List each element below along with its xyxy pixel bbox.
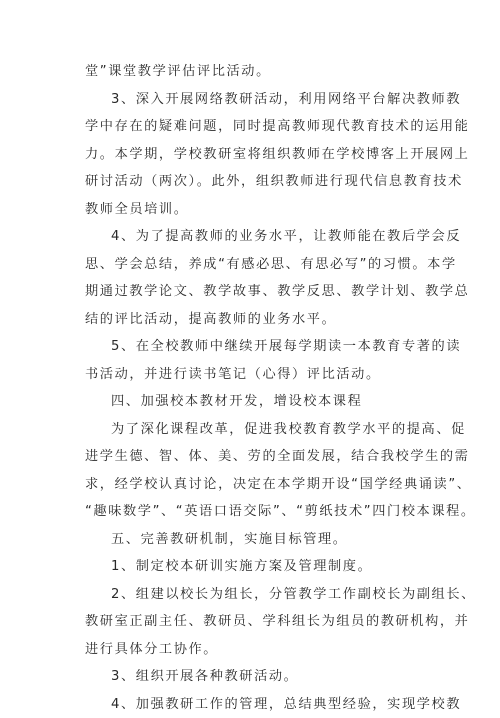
text-line: 求，经学校认真讨论，决定在本学期开设“国学经典诵读”、 [85, 471, 425, 499]
text-line: 5、在全校教师中继续开展每学期读一本教育专著的读 [85, 333, 425, 361]
text-line: 4、加强教研工作的管理，总结典型经验，实现学校教 [85, 691, 425, 718]
text-line: 堂”课堂教学评估评比活动。 [85, 58, 425, 86]
text-line: 为了深化课程改革，促进我校教育教学水平的提高、促 [85, 416, 425, 444]
text-line: 力。本学期，学校教研室将组织教师在学校博客上开展网上 [85, 141, 425, 169]
text-line: 4、为了提高教师的业务水平，让教师能在教后学会反 [85, 223, 425, 251]
text-line: 3、组织开展各种教研活动。 [85, 663, 425, 691]
text-line: 进学生德、智、体、美、劳的全面发展，结合我校学生的需 [85, 443, 425, 471]
section-heading: 五、完善教研机制，实施目标管理。 [85, 526, 425, 554]
text-line: 期通过教学论文、教学故事、教学反思、教学计划、教学总 [85, 278, 425, 306]
text-line: 结的评比活动，提高教师的业务水平。 [85, 306, 425, 334]
text-line: 研讨活动（两次）。此外，组织教师进行现代信息教育技术 [85, 168, 425, 196]
text-line: 学中存在的疑难问题，同时提高教师现代教育技术的运用能 [85, 113, 425, 141]
text-line: “趣味数学”、“英语口语交际”、“剪纸技术”四门校本课程。 [85, 498, 425, 526]
text-line: 书活动，并进行读书笔记（心得）评比活动。 [85, 361, 425, 389]
section-heading: 四、加强校本教材开发，增设校本课程 [85, 388, 425, 416]
text-line: 3、深入开展网络教研活动，利用网络平台解决教师教 [85, 86, 425, 114]
document-body [85, 58, 425, 718]
text-line: 2、组建以校长为组长，分管教学工作副校长为副组长、 [85, 581, 425, 609]
text-line: 进行具体分工协作。 [85, 636, 425, 664]
text-line: 教师全员培训。 [85, 196, 425, 224]
text-line: 1、制定校本研训实施方案及管理制度。 [85, 553, 425, 581]
text-line: 思、学会总结，养成“有感必思、有思必写”的习惯。本学 [85, 251, 425, 279]
text-line: 教研室正副主任、教研员、学科组长为组员的教研机构，并 [85, 608, 425, 636]
